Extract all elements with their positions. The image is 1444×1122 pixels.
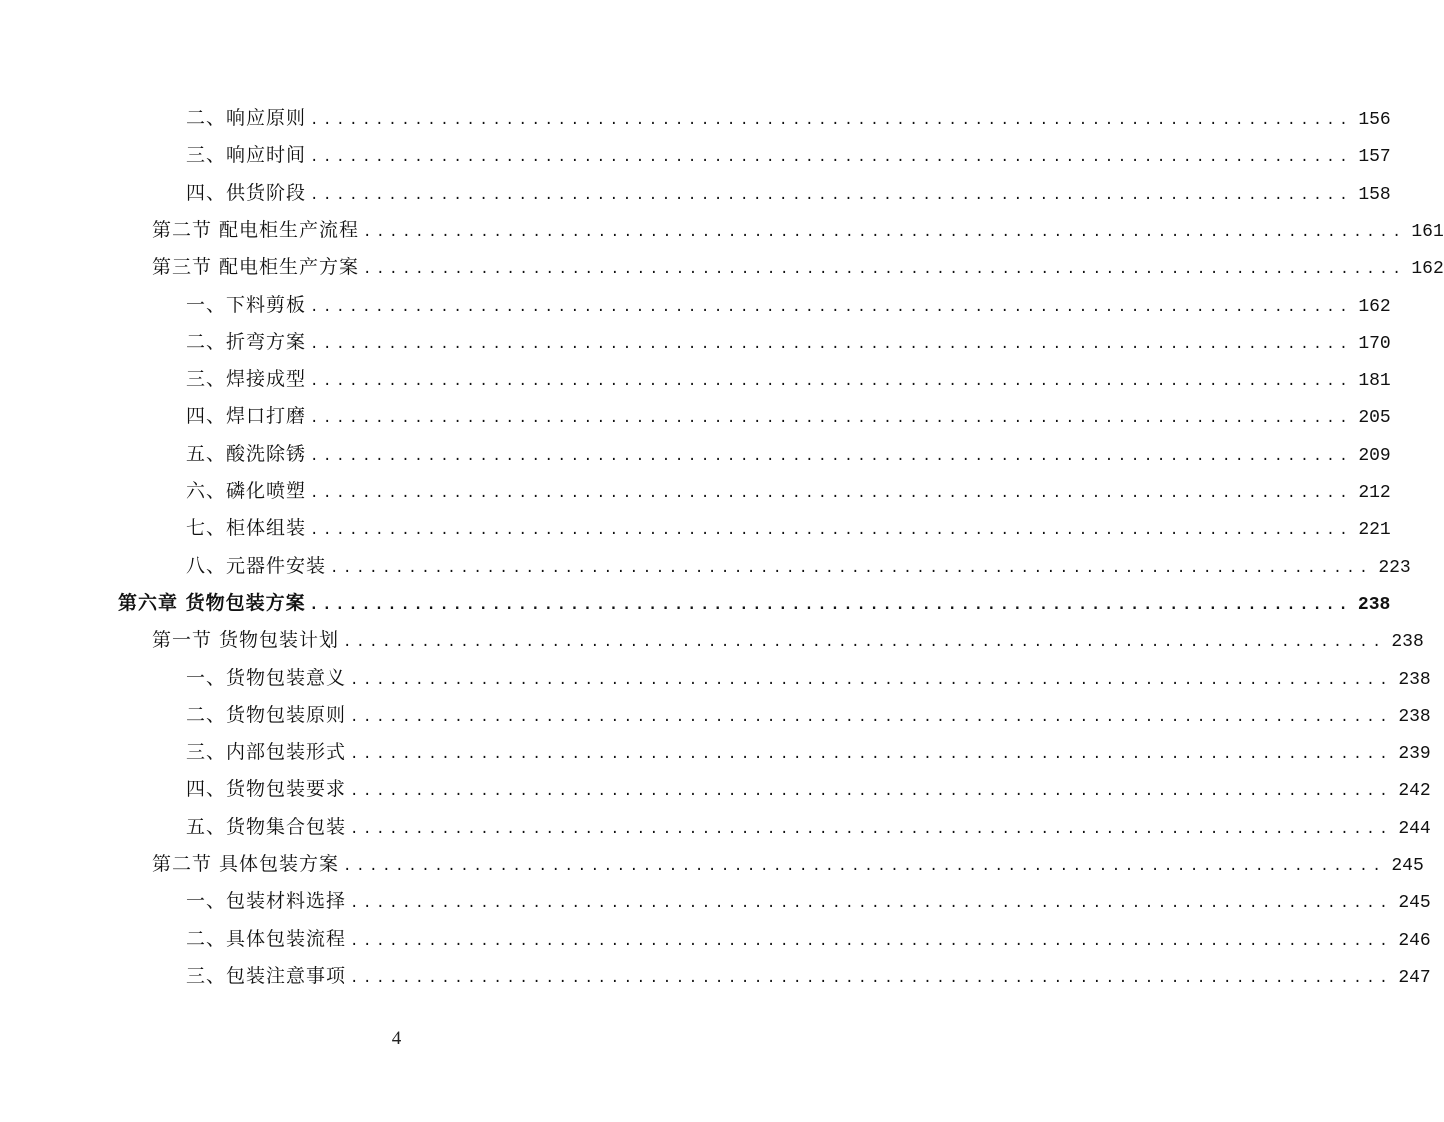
toc-entry-page: 209 [1358, 445, 1391, 466]
toc-entry[interactable] [186, 510, 1391, 547]
toc-dot-leader: ................................................................................ [350, 895, 1393, 912]
toc-entry-page: 161 [1411, 221, 1444, 242]
toc-entry[interactable] [186, 697, 1431, 734]
toc-entry-title: 七、柜体组装 [186, 517, 307, 540]
toc-entry-title: 一、包装材料选择 [186, 890, 347, 913]
toc-entry-page: 238 [1398, 706, 1431, 727]
toc-entry-page: 223 [1378, 557, 1411, 578]
toc-entry-title: 三、响应时间 [186, 144, 307, 167]
toc-entry-page: 247 [1398, 967, 1431, 988]
toc-entry[interactable] [186, 137, 1391, 174]
toc-entry-title: 二、响应原则 [186, 107, 307, 129]
toc-entry-page: 212 [1358, 483, 1391, 503]
toc-entry[interactable] [186, 771, 1431, 808]
toc-entry-page: 170 [1358, 333, 1391, 354]
toc-entry-page: 157 [1358, 147, 1391, 168]
toc-entry[interactable] [186, 548, 1411, 585]
toc-entry-title: 四、焊口打磨 [186, 405, 307, 428]
toc-dot-leader: ................................................................................ [350, 671, 1393, 688]
toc-entry-title: 第六章 货物包装方案 [118, 591, 306, 614]
toc-entry[interactable] [118, 585, 1391, 622]
toc-entry-title: 五、货物集合包装 [186, 815, 347, 838]
toc-dot-leader: ................................................................................ [310, 186, 1353, 203]
toc-dot-leader: ................................................................................ [350, 783, 1393, 800]
toc-entry-page: 246 [1398, 930, 1431, 951]
toc-entry-title: 第三节 配电柜生产方案 [152, 256, 360, 279]
toc-dot-leader: ................................................................................ [350, 708, 1393, 725]
toc-entry-page: 245 [1391, 856, 1424, 876]
toc-dot-leader: ................................................................................ [310, 335, 1353, 352]
toc-entry[interactable] [152, 249, 1444, 286]
toc-dot-leader: ................................................................................ [309, 596, 1352, 613]
toc-entry[interactable] [186, 883, 1431, 920]
toc-entry[interactable] [186, 287, 1391, 324]
toc-entry-page: 162 [1358, 296, 1391, 317]
toc-entry-title: 五、酸洗除锈 [186, 442, 307, 465]
toc-entry[interactable] [186, 175, 1391, 212]
toc-entry-title: 三、焊接成型 [186, 368, 307, 391]
toc-dot-leader: ................................................................................ [310, 298, 1353, 315]
toc-dot-leader: ................................................................................ [343, 858, 1386, 874]
toc-entry-page: 242 [1398, 781, 1431, 802]
toc-entry[interactable] [186, 324, 1391, 361]
toc-entry-title: 四、供货阶段 [186, 181, 307, 204]
toc-entry[interactable] [186, 921, 1431, 958]
toc-entry[interactable] [186, 100, 1391, 137]
toc-entry[interactable] [186, 734, 1431, 771]
toc-dot-leader: ................................................................................ [350, 746, 1393, 763]
toc-entry[interactable] [186, 473, 1391, 510]
toc-entry[interactable] [186, 361, 1391, 398]
toc-dot-leader: ................................................................................ [363, 223, 1406, 240]
toc-entry-title: 三、包装注意事项 [186, 964, 347, 987]
page-number: 4 [391, 1028, 402, 1049]
toc-entry-page: 244 [1398, 818, 1431, 839]
toc-dot-leader: ................................................................................ [363, 261, 1406, 278]
toc-entry-page: 158 [1358, 184, 1391, 205]
toc-entry-title: 六、磷化喷塑 [186, 480, 307, 502]
toc-entry-title: 第一节 货物包装计划 [152, 629, 340, 652]
toc-dot-leader: ................................................................................ [350, 820, 1393, 837]
toc-entry[interactable] [186, 809, 1431, 846]
toc-dot-leader: ................................................................................ [343, 634, 1386, 651]
toc-dot-leader: ................................................................................ [350, 932, 1393, 949]
toc-entry-page: 205 [1358, 408, 1391, 429]
toc-dot-leader: ................................................................................ [310, 522, 1353, 539]
toc-entry[interactable] [152, 212, 1444, 249]
toc-dot-leader: ................................................................................ [310, 112, 1353, 128]
toc-entry-title: 二、折弯方案 [186, 330, 307, 353]
toc-dot-leader: ................................................................................ [310, 149, 1353, 166]
toc-dot-leader: ................................................................................ [310, 485, 1353, 501]
toc-entry-page: 162 [1411, 259, 1444, 280]
toc-dot-leader: ................................................................................ [310, 447, 1353, 464]
toc-dot-leader: ................................................................................ [310, 410, 1353, 427]
toc-entry-title: 八、元器件安装 [186, 554, 327, 577]
toc-entry[interactable] [186, 958, 1431, 995]
toc-entry[interactable] [152, 846, 1424, 883]
toc-entry-title: 二、货物包装原则 [186, 703, 347, 726]
toc-dot-leader: ................................................................................ [310, 373, 1353, 390]
toc-entry-title: 第二节 配电柜生产流程 [152, 218, 360, 241]
toc-entry-title: 一、下料剪板 [186, 293, 307, 316]
toc-dot-leader: ................................................................................ [350, 969, 1393, 986]
toc-entry-page: 239 [1398, 744, 1431, 765]
toc-entry-page: 221 [1358, 520, 1391, 541]
toc-entry[interactable] [186, 660, 1431, 697]
toc-entry-title: 第二节 具体包装方案 [152, 853, 340, 875]
toc-entry-page: 181 [1358, 371, 1391, 392]
toc-entry-title: 三、内部包装形式 [186, 741, 347, 764]
toc-entry-title: 一、货物包装意义 [186, 666, 347, 689]
toc-dot-leader: ................................................................................ [330, 559, 1373, 576]
toc-entry-page: 156 [1358, 110, 1391, 130]
toc-entry-page: 238 [1398, 669, 1431, 690]
toc-entry-title: 四、货物包装要求 [186, 778, 347, 801]
toc-entry-page: 238 [1391, 632, 1424, 653]
toc-entry[interactable] [186, 398, 1391, 435]
toc-entry-page: 238 [1357, 594, 1391, 615]
toc-entry[interactable] [186, 436, 1391, 473]
toc-entry-page: 245 [1398, 893, 1431, 914]
toc-entry[interactable] [152, 622, 1424, 659]
toc-entry-title: 二、具体包装流程 [186, 927, 347, 950]
